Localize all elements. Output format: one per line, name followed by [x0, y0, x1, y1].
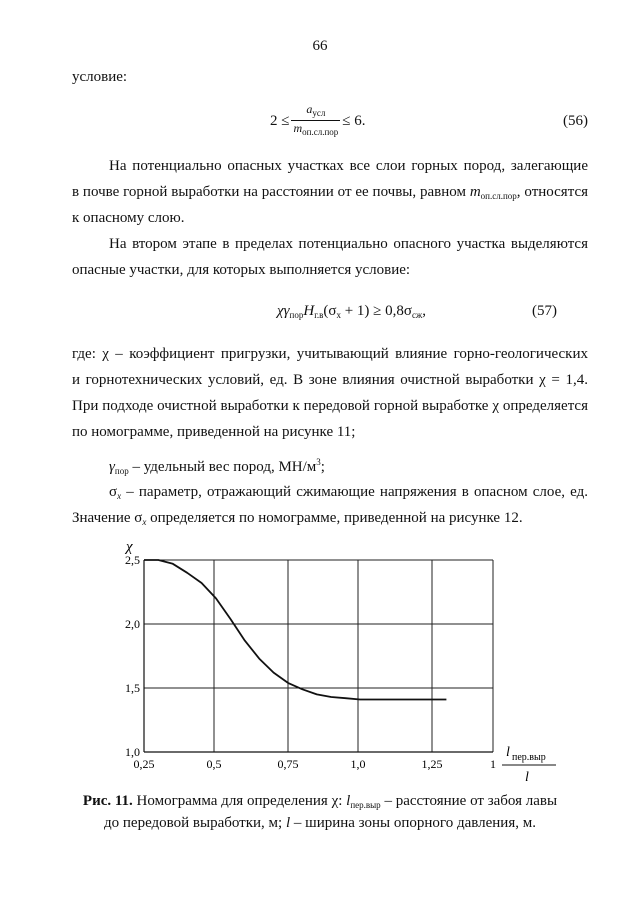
eq57-end: , — [422, 303, 426, 319]
caption-l-sub: пер.выр — [350, 800, 381, 810]
chart-frame — [144, 560, 493, 752]
eq56-left: 2 ≤ — [270, 113, 290, 129]
eq56-num: a — [306, 102, 313, 116]
where-line3: При подходе очистной выработки к передовой горной выработке χ определяется — [72, 398, 588, 414]
equation-57-number: (57) — [532, 303, 557, 319]
y-tick-label: 1,0 — [125, 745, 140, 759]
para1-line2-text: в почве горной выработки на расстоянии от ее почвы, равном — [72, 184, 466, 200]
para1-m-sub: оп.сл.пор — [480, 191, 517, 201]
eq56-num-sub: усл — [312, 108, 326, 118]
where-line2: и горнотехнических условий, ед. В зоне влияния очистной выработки χ = 1,4. — [72, 372, 588, 388]
para1-line1: На потенциально опасных участках все слои горных пород, залегающие — [109, 158, 588, 174]
x-tick-label: 1,25 — [421, 757, 443, 771]
eq57-H: H — [303, 303, 315, 319]
eq57-gamma-sub: пор — [289, 310, 304, 320]
sigma-line2-post: определяется по номограмме, приведенной на рисунке 12. — [146, 510, 523, 526]
eq57-sigma-sub: сж — [412, 310, 423, 320]
gamma-sub: пор — [114, 466, 129, 476]
where-line4: по номограмме, приведенной на рисунке 11; — [72, 424, 356, 440]
x-label-den: l — [525, 770, 529, 785]
x-axis-fraction-label — [502, 745, 556, 785]
nomogram-chart — [0, 530, 640, 790]
y-tick-label: 2,5 — [125, 553, 140, 567]
eq57-chi: χγ — [277, 303, 290, 319]
x-tick-label: 1,0 — [350, 757, 366, 771]
caption-text1: Номограмма для определения χ: — [132, 793, 347, 809]
caption-text2: – расстояние от забоя лавы — [380, 793, 558, 809]
gamma-sup: 3 — [316, 457, 321, 467]
para1-line3: к опасному слою. — [72, 210, 185, 226]
eq56-fraction — [291, 103, 340, 139]
caption-line2-l: l — [285, 815, 291, 831]
eq56-right: ≤ 6. — [342, 113, 366, 129]
chart-ticks — [125, 553, 496, 771]
equation-57 — [277, 300, 426, 326]
eq56-den-sub: оп.сл.пор — [302, 127, 339, 137]
y-axis-label: χ — [126, 539, 133, 555]
page-number: 66 — [312, 38, 328, 54]
caption-l-symbol: l — [346, 793, 351, 809]
gamma-symbol: γ — [109, 459, 115, 475]
figure-caption-line2 — [0, 812, 640, 834]
eq57-sigma-x-sub: x — [336, 310, 341, 320]
sigma-sub: x — [117, 491, 122, 501]
x-label-num-sub: пер.выр — [512, 752, 546, 763]
eq57-H-sub: г.в — [314, 310, 324, 320]
para2-line1: На втором этапе в пределах потенциально опасного участка выделяются — [109, 236, 588, 252]
equation-56 — [270, 104, 366, 138]
x-label-num: l — [506, 745, 510, 760]
intro-text: условие: — [72, 69, 128, 85]
chi-curve — [144, 560, 446, 700]
where-line1: где: χ – коэффициент пригрузки, учитывающий влияние горно-геологических — [72, 346, 588, 362]
caption-line2-post: – ширина зоны опорного давления, м. — [290, 815, 536, 831]
y-tick-label: 2,0 — [125, 617, 140, 631]
sigma-line2-sub: x — [142, 517, 147, 527]
x-tick-label: 0,5 — [206, 757, 222, 771]
gamma-definition — [109, 451, 325, 482]
equation-56-number: (56) — [563, 113, 588, 129]
gamma-text: – удельный вес пород, МН/м — [128, 459, 317, 475]
x-tick-label: 0,75 — [277, 757, 299, 771]
sigma-symbol: σ — [109, 484, 118, 500]
caption-line2-pre: до передовой выработки, м; — [104, 815, 286, 831]
para1-line2 — [72, 181, 588, 207]
eq57-tail: + 1) ≥ 0,8σ — [340, 303, 412, 319]
y-tick-label: 1,5 — [125, 681, 140, 695]
chart-curve — [144, 560, 446, 700]
sigma-text: – параметр, отражающий сжимающие напряжения в опасном слое, ед. — [121, 484, 588, 500]
caption-figure-number: Рис. 11. — [82, 793, 133, 809]
para2-line2: опасные участки, для которых выполняется условие: — [72, 262, 411, 278]
sigma-definition-line1 — [109, 481, 588, 507]
chart-grid — [144, 560, 493, 752]
para1-m-symbol: m — [469, 184, 481, 200]
eq56-den: m — [293, 121, 303, 135]
sigma-line2-pre: Значение σ — [72, 510, 143, 526]
x-tick-label: 0,25 — [133, 757, 155, 771]
x-tick-label: 1 — [490, 757, 496, 771]
gamma-end: ; — [320, 459, 325, 475]
eq57-sigma: (σ — [323, 303, 337, 319]
para1-line2-end: , относятся — [516, 184, 589, 200]
